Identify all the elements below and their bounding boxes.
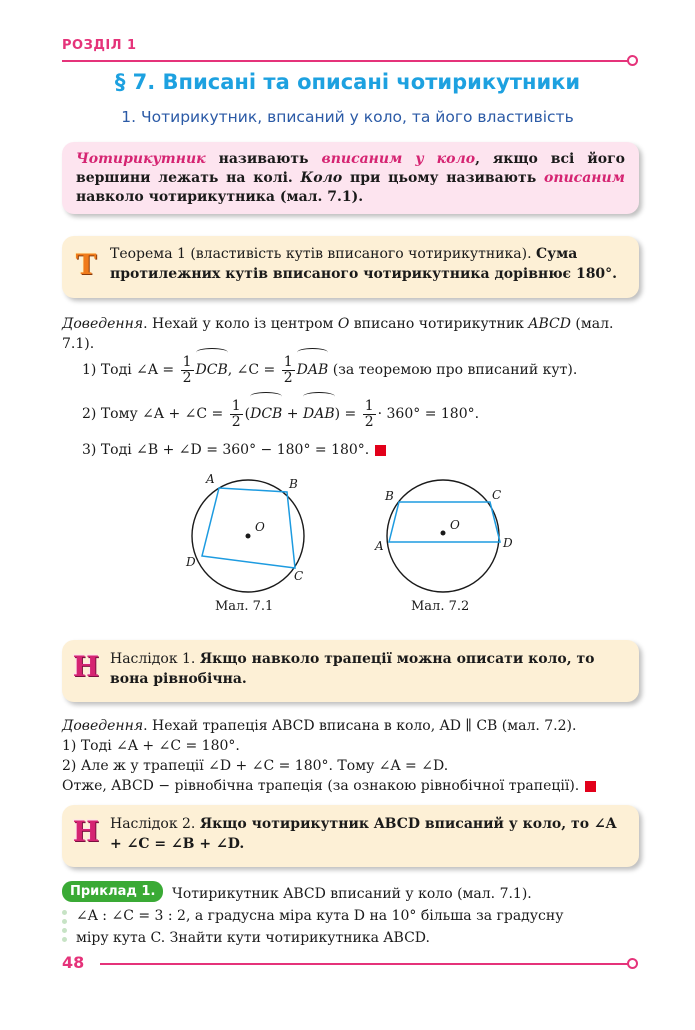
proof-label: Доведення [62, 718, 144, 734]
proof-text: · 360° = 180°. [377, 406, 480, 422]
label-d: D [503, 536, 513, 550]
arc-dab: DAB [297, 353, 329, 387]
definition-box [62, 142, 639, 214]
proof-text: ) = [334, 406, 361, 422]
arc-dcb: DCB [250, 397, 282, 431]
label-a: A [375, 539, 384, 553]
page-title: § 7. Вписані та описані чотирикутники [114, 70, 581, 94]
circle-7-2 [387, 480, 502, 592]
definition-text: при цьому називають [342, 170, 544, 186]
proof-text: . Нехай у коло із центром [143, 316, 338, 332]
theorem-badge-icon: Т [75, 248, 97, 281]
corollary1-statement: Якщо навколо трапеції можна описати коло, то вона рівнобічна. [110, 651, 595, 687]
label-o: O [450, 518, 460, 532]
qed-square-icon [585, 781, 596, 792]
quadrilateral-7-1 [202, 488, 295, 568]
proof-text: 2) Але ж у трапеції ∠D + ∠C = 180°. Тому ∠A = ∠D. [62, 758, 449, 774]
header-rule [62, 60, 630, 62]
proof-center: O [337, 316, 350, 332]
proof2 [62, 716, 639, 796]
proof-text: 1) Тоді ∠A + ∠C = 180°. [62, 738, 240, 754]
label-b: B [289, 477, 298, 491]
center-point [246, 534, 251, 539]
example-text: міру кута C. Знайти кути чотирикутника ABCD. [76, 930, 430, 946]
proof-text: 3) Тоді ∠B + ∠D = 360° − 180° = 180°. [82, 442, 370, 458]
header-rule-dot [627, 55, 638, 66]
label-c: C [294, 569, 304, 583]
proof-text: 1) Тоді ∠A = [82, 362, 179, 378]
page-number: 48 [62, 953, 85, 972]
corollary1-label: Наслідок 1. [110, 651, 200, 667]
fraction: $\frac{1}{2}$ [182, 353, 192, 386]
proof-text: 2) Тому ∠A + ∠C = [82, 406, 228, 422]
theorem-box [62, 236, 639, 298]
figure-7-2-caption: Мал. 7.2 [411, 599, 470, 614]
label-o: O [255, 520, 265, 534]
proof-text: (за теоремою про вписаний кут). [328, 362, 578, 378]
corollary-badge-icon: Н [72, 815, 100, 848]
definition-circle: Коло [300, 170, 343, 186]
label-d: D [186, 555, 196, 569]
figure-7-1-caption: Мал. 7.1 [215, 599, 274, 614]
subsection-title: 1. Чотирикутник, вписаний у коло, та його властивість [121, 108, 574, 126]
arc-dcb: DCB [196, 353, 228, 387]
definition-text: , якщо всі його вершини лежать на колі. [76, 151, 625, 186]
example-dots-icon [62, 910, 68, 946]
proof-text: вписано чотирикутник [349, 316, 529, 332]
corollary-badge-icon: Н [72, 650, 100, 683]
example-text: Чотирикутник ABCD вписаний у коло (мал. 7.1). [172, 886, 532, 902]
definition-inscribed: вписаним у коло [321, 151, 476, 167]
definition-circumscribed: описаним [543, 170, 625, 186]
definition-text: навколо чотирикутника (мал. 7.1). [76, 189, 364, 205]
trapezoid-7-2 [389, 502, 500, 542]
corollary2-statement: Якщо чотирикутник ABCD вписаний у коло, то ∠A + ∠C = ∠B + ∠D. [110, 816, 617, 852]
definition-term: Чотирикутник [76, 151, 206, 167]
corollary2-label: Наслідок 2. [110, 816, 200, 832]
fraction: $\frac{1}{2}$ [231, 397, 241, 430]
proof1-intro [62, 314, 639, 354]
theorem-intro: Теорема 1 (властивість кутів вписаного чотирикутника). [110, 246, 537, 262]
figure-7-2 [370, 478, 520, 598]
footer-rule-dot [627, 958, 638, 969]
label-b: B [385, 489, 394, 503]
label-a: A [206, 472, 215, 486]
qed-square-icon [375, 445, 386, 456]
corollary2-box [62, 805, 639, 867]
proof-quad: ABCD [528, 316, 571, 332]
proof-text: Отже, ABCD − рівнобічна трапеція (за ознакою рівнобічної трапеції). [62, 778, 580, 794]
section-label: РОЗДІЛ 1 [62, 38, 137, 53]
example-text: ∠A : ∠C = 3 : 2, а градусна міра кута D на 10° більша за градусну [76, 908, 564, 924]
corollary1-box [62, 640, 639, 702]
proof-label: Доведення [62, 316, 144, 332]
proof-text: (мал. 7.1). [62, 316, 614, 352]
example-badge: Приклад 1. [62, 881, 163, 902]
fraction: $\frac{1}{2}$ [364, 397, 374, 430]
arc-dab: DAB [303, 397, 335, 431]
proof-text: . Нехай трапеція ABCD вписана в коло, AD ∥ CB (мал. 7.2). [143, 718, 577, 734]
label-c: C [492, 488, 502, 502]
proof1-step3 [82, 440, 642, 460]
theorem-statement: Сума протилежних кутів вписаного чотирикутника дорівнює 180°. [110, 246, 618, 282]
proof-text: + [282, 406, 303, 422]
proof1-step1 [82, 353, 642, 387]
center-point [441, 531, 446, 536]
definition-text: називають [205, 151, 322, 167]
fraction: $\frac{1}{2}$ [283, 353, 293, 386]
footer-rule [100, 963, 630, 965]
figure-7-1 [178, 470, 328, 595]
proof1-step2: 2) Тому ∠A + ∠C = $\frac{1}{2}$ (DCB + DAB) = $\frac{1}{2}$ · 360° = 180°. [82, 397, 480, 430]
proof-text: , ∠C = [227, 362, 280, 378]
